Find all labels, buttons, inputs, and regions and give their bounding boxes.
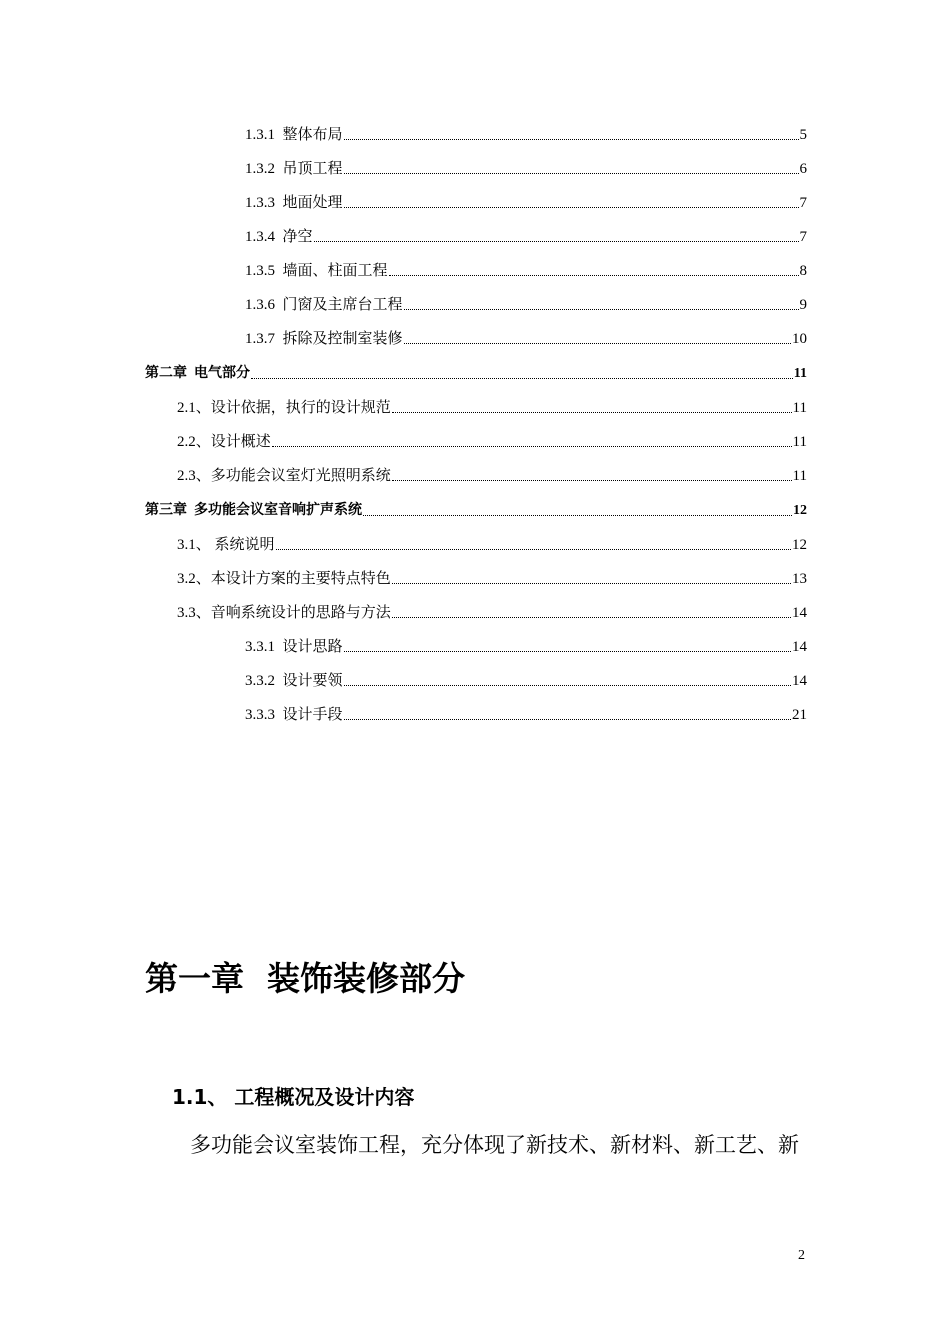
toc-leader-dots [392, 412, 792, 413]
toc-leader-dots [344, 685, 791, 686]
toc-entry-title: 3.2、本设计方案的主要特点特色 [177, 571, 391, 587]
toc-entry[interactable] [177, 603, 807, 623]
toc-entry[interactable] [177, 466, 807, 486]
toc-entry-title: 第三章 多功能会议室音响扩声系统 [145, 503, 362, 518]
toc-entry-page: 11 [792, 434, 807, 450]
toc-leader-dots [251, 378, 793, 379]
toc-entry[interactable] [245, 295, 807, 315]
toc-entry-title: 2.3、多功能会议室灯光照明系统 [177, 468, 391, 484]
toc-leader-dots [276, 549, 791, 550]
toc-entry-page: 5 [799, 127, 807, 143]
toc-entry[interactable] [245, 637, 807, 657]
toc-entry[interactable] [245, 125, 807, 145]
toc-leader-dots [344, 173, 799, 174]
toc-leader-dots [404, 309, 799, 310]
toc-entry-page: 9 [799, 297, 807, 313]
toc-entry-page: 11 [792, 400, 807, 416]
toc-entry[interactable] [177, 432, 807, 452]
toc-entry[interactable] [177, 569, 807, 589]
toc-entry-title: 1.3.1 整体布局 [245, 127, 343, 143]
toc-chapter-entry[interactable] [145, 501, 807, 521]
toc-leader-dots [344, 719, 791, 720]
toc-leader-dots [392, 583, 791, 584]
toc-entry-title: 2.2、设计概述 [177, 434, 271, 450]
toc-entry-page: 10 [792, 331, 807, 347]
toc-entry-page: 12 [792, 537, 807, 553]
toc-entry-page: 21 [792, 707, 807, 723]
toc-leader-dots [344, 207, 799, 208]
toc-entry[interactable] [177, 535, 807, 555]
page-number: 2 [798, 1248, 805, 1263]
toc-leader-dots [314, 241, 799, 242]
toc-entry-page: 7 [799, 195, 807, 211]
toc-leader-dots [392, 480, 792, 481]
toc-entry-title: 3.3、音响系统设计的思路与方法 [177, 605, 391, 621]
toc-entry-page: 6 [799, 161, 807, 177]
section-heading: 1.1、 工程概况及设计内容 [172, 1085, 415, 1109]
toc-entry-title: 3.3.1 设计思路 [245, 639, 343, 655]
toc-entry[interactable] [245, 159, 807, 179]
toc-entry-page: 8 [799, 263, 807, 279]
toc-entry-title: 3.1、 系统说明 [177, 537, 275, 553]
toc-entry[interactable] [245, 329, 807, 349]
toc-entry-title: 1.3.6 门窗及主席台工程 [245, 297, 403, 313]
toc-entry[interactable] [245, 705, 807, 725]
toc-entry-title: 2.1、设计依据，执行的设计规范 [177, 400, 391, 416]
toc-entry-title: 1.3.5 墙面、柱面工程 [245, 263, 388, 279]
toc-entry-title: 1.3.7 拆除及控制室装修 [245, 331, 403, 347]
toc-entry[interactable] [245, 193, 807, 213]
toc-leader-dots [344, 651, 791, 652]
body-paragraph: 多功能会议室装饰工程，充分体现了新技术、新材料、新工艺、新 [190, 1133, 799, 1157]
toc-entry[interactable] [177, 398, 807, 418]
toc-entry-page: 12 [793, 503, 807, 518]
toc-entry-page: 14 [792, 673, 807, 689]
toc-entry-title: 3.3.3 设计手段 [245, 707, 343, 723]
toc-entry-title: 1.3.3 地面处理 [245, 195, 343, 211]
toc-entry-title: 第二章 电气部分 [145, 366, 250, 381]
toc-entry[interactable] [245, 261, 807, 281]
toc-leader-dots [344, 139, 799, 140]
toc-entry-page: 13 [792, 571, 807, 587]
toc-entry-title: 1.3.4 净空 [245, 229, 313, 245]
toc-leader-dots [389, 275, 799, 276]
toc-leader-dots [404, 343, 791, 344]
toc-entry-page: 11 [792, 468, 807, 484]
toc-leader-dots [392, 617, 791, 618]
toc-entry-title: 3.3.2 设计要领 [245, 673, 343, 689]
toc-chapter-entry[interactable] [145, 364, 807, 384]
toc-entry-page: 14 [792, 605, 807, 621]
toc-entry[interactable] [245, 227, 807, 247]
chapter-heading: 第一章 装饰装修部分 [145, 959, 465, 998]
toc-leader-dots [272, 446, 792, 447]
toc-entry-title: 1.3.2 吊顶工程 [245, 161, 343, 177]
toc-leader-dots [363, 515, 792, 516]
toc-entry[interactable] [245, 671, 807, 691]
toc-entry-page: 11 [793, 366, 807, 381]
toc-entry-page: 14 [792, 639, 807, 655]
toc-entry-page: 7 [799, 229, 807, 245]
